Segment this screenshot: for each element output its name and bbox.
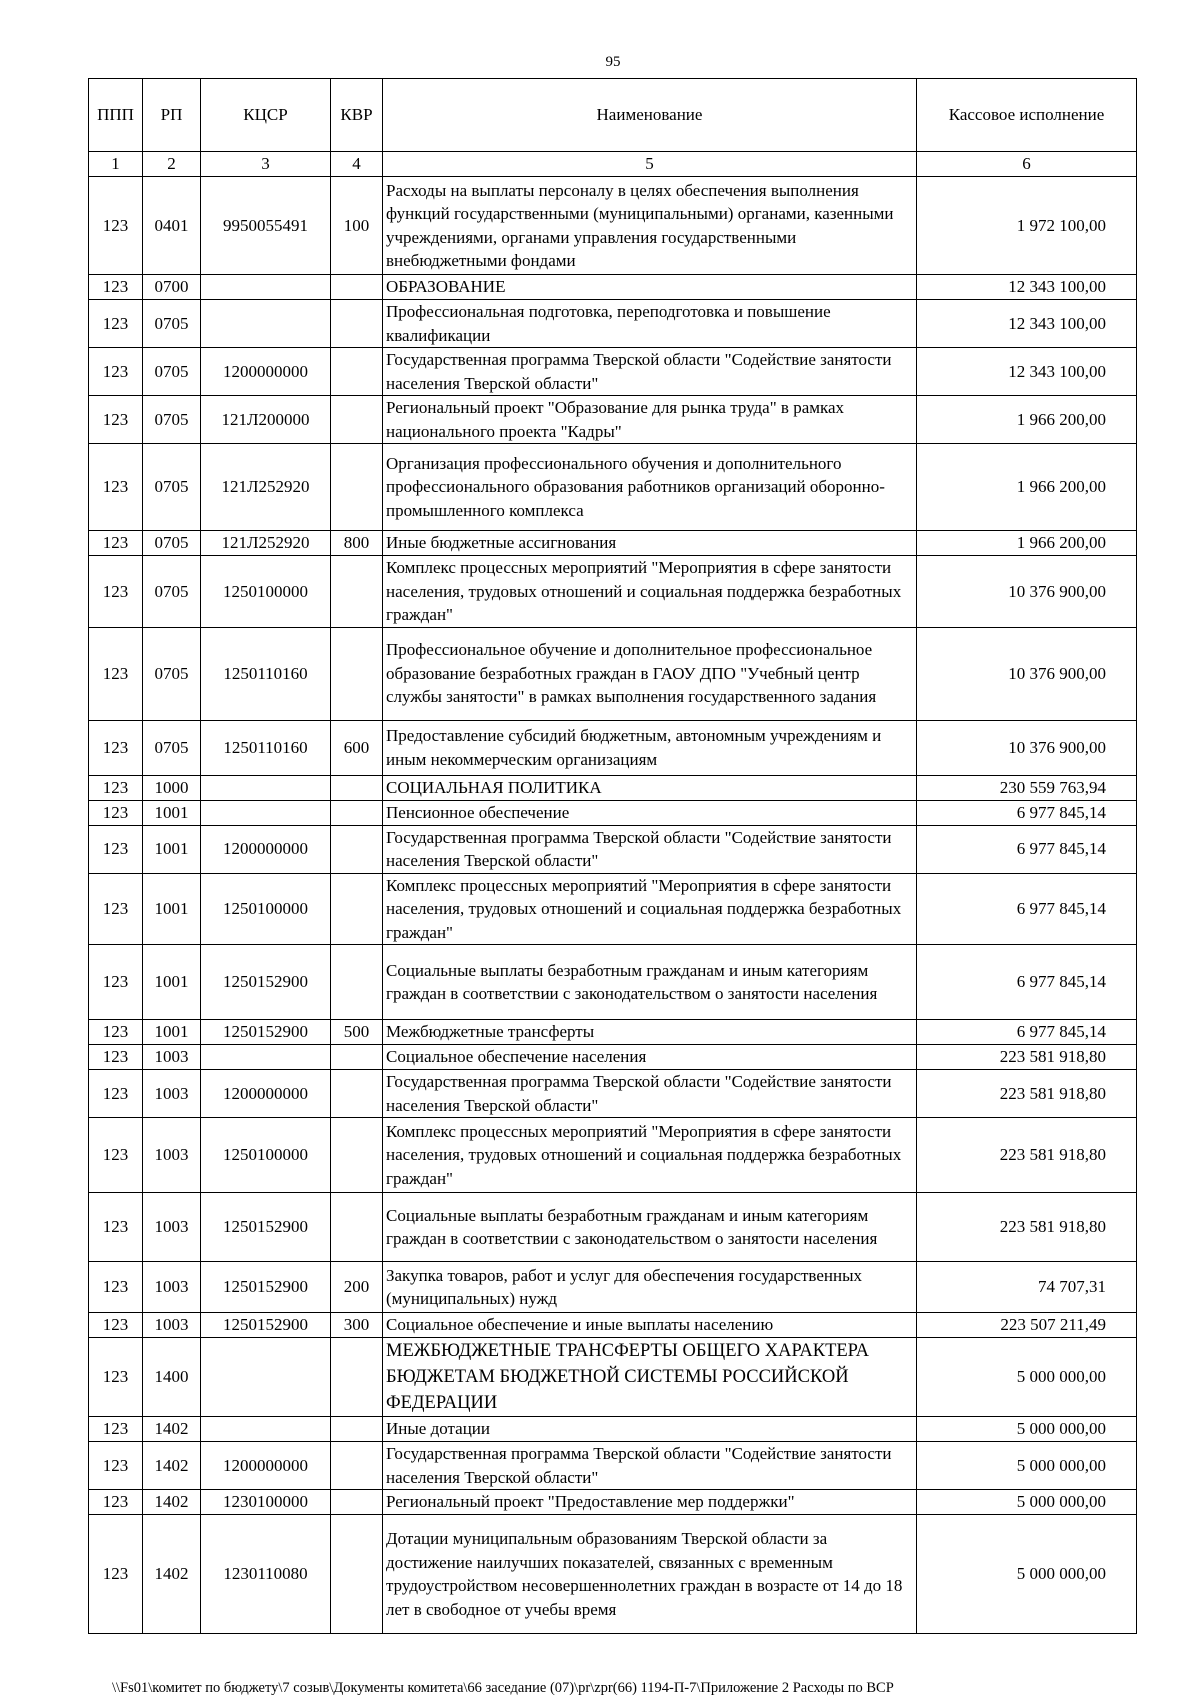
cell-rp: 1001 — [143, 825, 201, 873]
cell-rp: 0705 — [143, 300, 201, 348]
cell-ppp: 123 — [89, 1338, 143, 1417]
cell-kvr: 200 — [331, 1262, 383, 1313]
cell-name: Расходы на выплаты персоналу в целях обеспечения выполнения функций государственными (муниципальными) органами, казенными учреждениями, органами управления государственными внебюджетными фондами — [383, 177, 917, 275]
cell-kvr — [331, 348, 383, 396]
cell-kcsr — [201, 800, 331, 825]
cell-kcsr: 121Л252920 — [201, 444, 331, 531]
cell-ppp: 123 — [89, 1490, 143, 1515]
cell-name: Закупка товаров, работ и услуг для обеспечения государственных (муниципальных) нужд — [383, 1262, 917, 1313]
cell-kvr — [331, 945, 383, 1020]
cell-rp: 0705 — [143, 531, 201, 556]
table-row — [89, 1417, 1137, 1442]
cell-name: Государственная программа Тверской области "Содействие занятости населения Тверской области" — [383, 348, 917, 396]
cell-ppp: 123 — [89, 1262, 143, 1313]
cell-amount: 6 977 845,14 — [917, 800, 1137, 825]
cell-ppp: 123 — [89, 720, 143, 775]
cell-kcsr: 1230110080 — [201, 1515, 331, 1634]
cell-name: Иные дотации — [383, 1417, 917, 1442]
cell-kcsr — [201, 1045, 331, 1070]
header-kvr: КВР — [331, 79, 383, 152]
cell-ppp: 123 — [89, 348, 143, 396]
cell-ppp: 123 — [89, 1515, 143, 1634]
cell-ppp: 123 — [89, 300, 143, 348]
cell-kcsr: 1250110160 — [201, 720, 331, 775]
cell-rp: 1400 — [143, 1338, 201, 1417]
cell-name: Комплекс процессных мероприятий "Мероприятия в сфере занятости населения, трудовых отношений и социальная поддержка безработных граждан" — [383, 556, 917, 628]
cell-name: Государственная программа Тверской области "Содействие занятости населения Тверской области" — [383, 1442, 917, 1490]
cell-kcsr: 121Л200000 — [201, 396, 331, 444]
cell-kvr — [331, 825, 383, 873]
table-row — [89, 1490, 1137, 1515]
cell-kvr — [331, 800, 383, 825]
cell-rp: 0700 — [143, 275, 201, 300]
table-row — [89, 945, 1137, 1020]
table-row — [89, 720, 1137, 775]
cell-rp: 1001 — [143, 800, 201, 825]
cell-amount: 74 707,31 — [917, 1262, 1137, 1313]
cell-kcsr — [201, 1338, 331, 1417]
cell-ppp: 123 — [89, 800, 143, 825]
cell-rp: 1402 — [143, 1490, 201, 1515]
cell-amount: 10 376 900,00 — [917, 720, 1137, 775]
cell-amount: 230 559 763,94 — [917, 775, 1137, 800]
cell-kcsr: 1230100000 — [201, 1490, 331, 1515]
cell-name: Социальное обеспечение и иные выплаты населению — [383, 1313, 917, 1338]
table-row — [89, 1118, 1137, 1193]
cell-ppp: 123 — [89, 1193, 143, 1262]
cell-name: Региональный проект "Предоставление мер поддержки" — [383, 1490, 917, 1515]
cell-rp: 0705 — [143, 627, 201, 720]
cell-kvr: 100 — [331, 177, 383, 275]
cell-amount: 1 966 200,00 — [917, 444, 1137, 531]
cell-amount: 223 507 211,49 — [917, 1313, 1137, 1338]
cell-ppp: 123 — [89, 1313, 143, 1338]
cell-kcsr: 1250110160 — [201, 627, 331, 720]
budget-table — [88, 78, 1137, 1634]
cell-kcsr — [201, 300, 331, 348]
cell-kvr: 600 — [331, 720, 383, 775]
cell-kvr — [331, 1070, 383, 1118]
cell-name: Межбюджетные трансферты — [383, 1020, 917, 1045]
cell-name: Дотации муниципальным образованиям Тверской области за достижение наилучших показателей, связанных с временным трудоустройством несовершеннолетних граждан в возрасте от 14 до 18 лет в свободное от учебы время — [383, 1515, 917, 1634]
cell-rp: 1402 — [143, 1442, 201, 1490]
cell-amount: 1 972 100,00 — [917, 177, 1137, 275]
cell-rp: 1402 — [143, 1417, 201, 1442]
header-kcsr: КЦСР — [201, 79, 331, 152]
cell-rp: 1001 — [143, 945, 201, 1020]
cell-amount: 12 343 100,00 — [917, 300, 1137, 348]
cell-amount: 1 966 200,00 — [917, 531, 1137, 556]
cell-kcsr: 1250152900 — [201, 1313, 331, 1338]
cell-kvr — [331, 775, 383, 800]
cell-name: Комплекс процессных мероприятий "Мероприятия в сфере занятости населения, трудовых отношений и социальная поддержка безработных граждан" — [383, 1118, 917, 1193]
cell-ppp: 123 — [89, 945, 143, 1020]
table-row — [89, 627, 1137, 720]
cell-name: МЕЖБЮДЖЕТНЫЕ ТРАНСФЕРТЫ ОБЩЕГО ХАРАКТЕРА БЮДЖЕТАМ БЮДЖЕТНОЙ СИСТЕМЫ РОССИЙСКОЙ ФЕДЕРАЦИИ — [383, 1338, 917, 1417]
cell-kvr — [331, 1045, 383, 1070]
cell-kvr — [331, 1442, 383, 1490]
column-index: 3 — [201, 152, 331, 177]
cell-name: ОБРАЗОВАНИЕ — [383, 275, 917, 300]
cell-ppp: 123 — [89, 1442, 143, 1490]
column-index: 5 — [383, 152, 917, 177]
column-index-row — [89, 152, 1137, 177]
cell-kcsr: 1200000000 — [201, 1070, 331, 1118]
table-header-row — [89, 79, 1137, 152]
cell-kvr — [331, 1118, 383, 1193]
cell-amount: 10 376 900,00 — [917, 627, 1137, 720]
cell-ppp: 123 — [89, 531, 143, 556]
cell-name: Комплекс процессных мероприятий "Мероприятия в сфере занятости населения, трудовых отношений и социальная поддержка безработных граждан" — [383, 873, 917, 945]
cell-ppp: 123 — [89, 444, 143, 531]
cell-kcsr: 1250152900 — [201, 1262, 331, 1313]
cell-amount: 223 581 918,80 — [917, 1070, 1137, 1118]
cell-ppp: 123 — [89, 775, 143, 800]
page-number: 95 — [605, 54, 621, 70]
cell-kcsr: 121Л252920 — [201, 531, 331, 556]
cell-ppp: 123 — [89, 275, 143, 300]
cell-amount: 223 581 918,80 — [917, 1193, 1137, 1262]
cell-kvr — [331, 1193, 383, 1262]
cell-amount: 223 581 918,80 — [917, 1045, 1137, 1070]
cell-amount: 6 977 845,14 — [917, 945, 1137, 1020]
cell-name: Социальное обеспечение населения — [383, 1045, 917, 1070]
table-row — [89, 1338, 1137, 1417]
table-row — [89, 348, 1137, 396]
table-row — [89, 396, 1137, 444]
cell-amount: 6 977 845,14 — [917, 873, 1137, 945]
cell-ppp: 123 — [89, 556, 143, 628]
cell-name: Региональный проект "Образование для рынка труда" в рамках национального проекта "Кадры" — [383, 396, 917, 444]
cell-rp: 1402 — [143, 1515, 201, 1634]
cell-kcsr: 1250100000 — [201, 556, 331, 628]
table-row — [89, 275, 1137, 300]
cell-rp: 0705 — [143, 556, 201, 628]
header-ppp: ППП — [89, 79, 143, 152]
cell-rp: 1003 — [143, 1118, 201, 1193]
cell-amount: 5 000 000,00 — [917, 1417, 1137, 1442]
cell-kcsr: 1250100000 — [201, 873, 331, 945]
table-row — [89, 1070, 1137, 1118]
table-row — [89, 300, 1137, 348]
table-row — [89, 1313, 1137, 1338]
table-row — [89, 1442, 1137, 1490]
table-row — [89, 531, 1137, 556]
table-row — [89, 800, 1137, 825]
cell-amount: 12 343 100,00 — [917, 275, 1137, 300]
table-row — [89, 444, 1137, 531]
cell-kvr: 300 — [331, 1313, 383, 1338]
cell-ppp: 123 — [89, 627, 143, 720]
cell-name: Социальные выплаты безработным гражданам и иным категориям граждан в соответствии с законодательством о занятости населения — [383, 945, 917, 1020]
table-row — [89, 1193, 1137, 1262]
cell-rp: 0705 — [143, 720, 201, 775]
cell-rp: 1003 — [143, 1313, 201, 1338]
table-row — [89, 177, 1137, 275]
cell-amount: 6 977 845,14 — [917, 825, 1137, 873]
cell-kcsr — [201, 775, 331, 800]
cell-kcsr: 1250152900 — [201, 1193, 331, 1262]
cell-kcsr: 1250152900 — [201, 1020, 331, 1045]
cell-kvr — [331, 444, 383, 531]
cell-rp: 0401 — [143, 177, 201, 275]
cell-rp: 0705 — [143, 444, 201, 531]
cell-kvr — [331, 556, 383, 628]
table-row — [89, 556, 1137, 628]
cell-rp: 1003 — [143, 1070, 201, 1118]
cell-amount: 12 343 100,00 — [917, 348, 1137, 396]
cell-ppp: 123 — [89, 1118, 143, 1193]
cell-ppp: 123 — [89, 177, 143, 275]
cell-amount: 5 000 000,00 — [917, 1338, 1137, 1417]
cell-name: Пенсионное обеспечение — [383, 800, 917, 825]
footer-file-path: \\Fs01\комитет по бюджету\7 созыв\Документы комитета\66 заседание (07)\pr\zpr(66) 1194-П-7\Приложение 2 Расходы по ВСР — [112, 1680, 894, 1696]
cell-kvr — [331, 1338, 383, 1417]
cell-name: Государственная программа Тверской области "Содействие занятости населения Тверской области" — [383, 1070, 917, 1118]
cell-amount: 10 376 900,00 — [917, 556, 1137, 628]
cell-name: Социальные выплаты безработным гражданам и иным категориям граждан в соответствии с законодательством о занятости населения — [383, 1193, 917, 1262]
cell-kvr — [331, 1515, 383, 1634]
cell-amount: 5 000 000,00 — [917, 1490, 1137, 1515]
table-row — [89, 1020, 1137, 1045]
cell-rp: 1001 — [143, 1020, 201, 1045]
cell-amount: 5 000 000,00 — [917, 1515, 1137, 1634]
cell-ppp: 123 — [89, 1417, 143, 1442]
cell-name: Организация профессионального обучения и дополнительного профессионального образования работников организаций оборонно-промышленного комплекса — [383, 444, 917, 531]
cell-amount: 5 000 000,00 — [917, 1442, 1137, 1490]
cell-name: Предоставление субсидий бюджетным, автономным учреждениям и иным некоммерческим организациям — [383, 720, 917, 775]
cell-kvr — [331, 1490, 383, 1515]
cell-ppp: 123 — [89, 1020, 143, 1045]
cell-ppp: 123 — [89, 396, 143, 444]
column-index: 2 — [143, 152, 201, 177]
cell-kvr — [331, 300, 383, 348]
cell-ppp: 123 — [89, 1070, 143, 1118]
cell-rp: 1003 — [143, 1045, 201, 1070]
cell-amount: 6 977 845,14 — [917, 1020, 1137, 1045]
cell-name: Государственная программа Тверской области "Содействие занятости населения Тверской области" — [383, 825, 917, 873]
cell-rp: 1003 — [143, 1262, 201, 1313]
header-amount: Кассовое исполнение — [917, 79, 1137, 152]
cell-amount: 1 966 200,00 — [917, 396, 1137, 444]
table-row — [89, 1515, 1137, 1634]
cell-kvr — [331, 873, 383, 945]
column-index: 4 — [331, 152, 383, 177]
cell-ppp: 123 — [89, 825, 143, 873]
cell-name: Иные бюджетные ассигнования — [383, 531, 917, 556]
cell-amount: 223 581 918,80 — [917, 1118, 1137, 1193]
column-index: 1 — [89, 152, 143, 177]
table-row — [89, 873, 1137, 945]
column-index: 6 — [917, 152, 1137, 177]
cell-kvr: 800 — [331, 531, 383, 556]
cell-kcsr: 1200000000 — [201, 1442, 331, 1490]
cell-name: СОЦИАЛЬНАЯ ПОЛИТИКА — [383, 775, 917, 800]
cell-ppp: 123 — [89, 1045, 143, 1070]
cell-rp: 1001 — [143, 873, 201, 945]
cell-kvr — [331, 275, 383, 300]
cell-rp: 0705 — [143, 348, 201, 396]
cell-kvr — [331, 627, 383, 720]
cell-kcsr — [201, 275, 331, 300]
cell-rp: 0705 — [143, 396, 201, 444]
cell-kcsr: 1200000000 — [201, 825, 331, 873]
table-row — [89, 825, 1137, 873]
cell-kcsr: 1250152900 — [201, 945, 331, 1020]
table-row — [89, 1262, 1137, 1313]
table-row — [89, 1045, 1137, 1070]
table-body — [89, 177, 1137, 1634]
cell-ppp: 123 — [89, 873, 143, 945]
cell-name: Профессиональное обучение и дополнительное профессиональное образование безработных граждан в ГАОУ ДПО "Учебный центр службы занятости" в рамках выполнения государственного задания — [383, 627, 917, 720]
header-rp: РП — [143, 79, 201, 152]
cell-name: Профессиональная подготовка, переподготовка и повышение квалификации — [383, 300, 917, 348]
table-row — [89, 775, 1137, 800]
cell-rp: 1000 — [143, 775, 201, 800]
cell-kvr: 500 — [331, 1020, 383, 1045]
header-name: Наименование — [383, 79, 917, 152]
cell-kvr — [331, 1417, 383, 1442]
cell-rp: 1003 — [143, 1193, 201, 1262]
cell-kcsr — [201, 1417, 331, 1442]
cell-kcsr: 9950055491 — [201, 177, 331, 275]
cell-kvr — [331, 396, 383, 444]
cell-kcsr: 1250100000 — [201, 1118, 331, 1193]
cell-kcsr: 1200000000 — [201, 348, 331, 396]
